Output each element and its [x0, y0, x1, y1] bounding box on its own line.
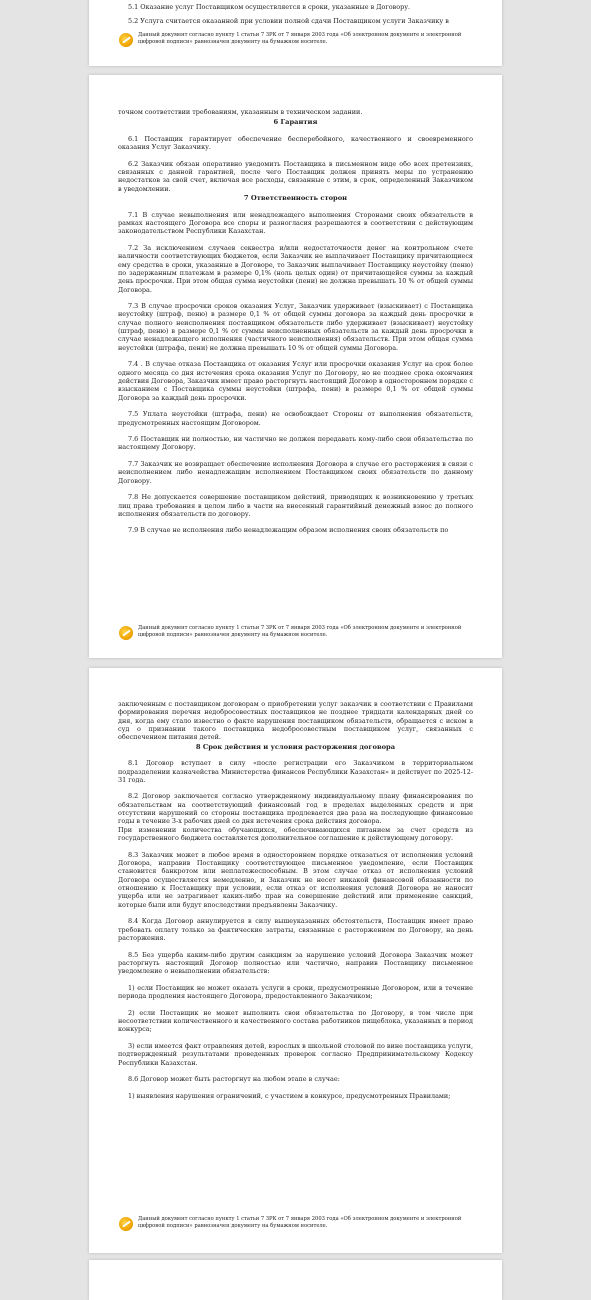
document-page-3	[89, 668, 502, 1253]
section-8-heading: 8 Срок действия и условия расторжения договора	[195, 742, 396, 751]
clause-8-2: 8.2 Договор заключается согласно утвержденному индивидуальному плану финансирования по обязательствам на соответствующий финансовый год в пределах выделенных средств и при отсутствии нарушений со стороны поставщика продлевается два раза на последующие финансовые годы в течение 3-х рабочих дней со дня истечения срока действия договора.	[118, 792, 473, 826]
continued-text: точном соответствии требованиям, указанным в техническом задании.	[118, 108, 363, 116]
clause-8-2-note: При изменении количества обучающихся, обеспечивающихся питанием за счет средств из государственного бюджета составляется дополнительное соглашение к действующему договору.	[118, 825, 473, 843]
clause-7-2: 7.2 За исключением случаев секвестра и/или недостаточности денег на контрольном счете наличности соответствующих бюджетов, если Заказчик не выплачивает Поставщику причитающиеся ему средства в сроки, указанные в Договоре, то Заказчик выплачивает Поставщику неустойку (пеню) по задержанным платежам в размере 0,1% (ноль целых один) от причитающейся суммы за каждый день просрочки. При этом общая сумма неустойки (пени) не должна превышать 10 % от общей суммы Договора.	[118, 243, 473, 294]
page-1-content	[118, 3, 473, 26]
clause-8-6: 8.6 Договор может быть расторгнут на любом этапе в случае:	[128, 1075, 340, 1084]
clause-7-9: 7.9 В случае не исполнения либо ненадлежащим образом исполнения своих обязательств по	[128, 526, 449, 535]
page-2-footer	[119, 625, 472, 640]
continued-text: заключенным с поставщиком договорам о приобретении услуг заказчик в соответствии с Правилами формирования перечня недобросовестных поставщиков не позднее тридцати календарных дней со дня, когда ему стало известно о факте нарушения поставщиком обязательств, обращается с иском в суд о признании такого поставщика недобросовестным поставщиком услуг, связанных с обеспечением питания детей.	[118, 700, 473, 742]
page-2-content	[118, 108, 473, 535]
clause-5-2: 5.2 Услуга считается оказанной при условии полной сдачи Поставщиком услуги Заказчику в	[128, 17, 449, 26]
section-7-heading: 7 Ответственность сторон	[243, 194, 348, 203]
clause-7-1: 7.1 В случае невыполнения или ненадлежащего выполнения Сторонами своих обязательств в рамках настоящего Договора все споры и разногласия разрешаются в соответствии с действующим законодательством Республики Казахстан.	[118, 210, 473, 236]
clause-6-1: 6.1 Поставщик гарантирует обеспечение бесперебойного, качественного и своевременного оказания Услуг Заказчику.	[118, 134, 473, 152]
clause-8-4: 8.4 Когда Договор аннулируется в силу вышеуказанных обстоятельств, Поставщик имеет право требовать оплату только за фактические затраты, связанные с расторжением по Договору, на день расторжения.	[118, 917, 473, 942]
footer-notice: Данный документ согласно пункту 1 статьи 7 ЗРК от 7 января 2003 года «Об электронном документе и электронной цифровой подписи» равнозначен документу на бумажном носителе.	[138, 1216, 462, 1229]
clause-7-6: 7.6 Поставщик ни полностью, ни частично не должен передавать кому-либо свои обязательства по настоящему Договору.	[118, 435, 473, 452]
clause-8-5-item-3: 3) если имеется факт отравления детей, взрослых в школьной столовой по вине поставщика услуги, подтвержденный результатами проведенных проверок согласно Предпринимательскому Кодексу Республики Казахстан.	[118, 1041, 473, 1067]
clause-8-3: 8.3 Заказчик может в любое время в одностороннем порядке отказаться от исполнения условий Договора, направив Поставщику соответствующее письменное уведомление, если Поставщик становится банкротом или неплатежеспособным. В этом случае отказ от исполнения условий Договора осуществляется немедленно, и Заказчик не несет никакой финансовой обязанности по отношению к Поставщику при условии, если отказ от исполнения условий Договора не наносит ущерба или не затрагивает каких-либо прав на совершение действий или применение санкций, которые были или будут впоследствии предъявлены Заказчику.	[118, 850, 473, 909]
page-3-footer	[119, 1216, 472, 1231]
clause-6-2: 6.2 Заказчик обязан оперативно уведомить Поставщика в письменном виде обо всех претензиях, связанных с данной гарантией, после чего Поставщик должен принять меры по устранению недостатков за свой счет, включая все расходы, связанные с этим, в срок, определенный Заказчиком в уведомлении.	[118, 159, 473, 193]
clause-7-7: 7.7 Заказчик не возвращает обеспечение исполнения Договора в случае его расторжения в связи с неисполнением либо ненадлежащим исполнением Поставщиком своих обязательств по данному Договору.	[118, 459, 473, 485]
section-6-heading: 6 Гарантия	[273, 118, 318, 127]
footer-notice: Данный документ согласно пункту 1 статьи 7 ЗРК от 7 января 2003 года «Об электронном документе и электронной цифровой подписи» равнозначен документу на бумажном носителе.	[138, 32, 462, 45]
clause-8-5-item-1: 1) если Поставщик не может оказать услуги в сроки, предусмотренные Договором, или в течение периода продления настоящего Договора, предоставленного Заказчиком;	[118, 983, 473, 1001]
clause-8-1: 8.1 Договор вступает в силу «после регистрации его Заказчиком в территориальном подразделении казначейства Министерства финансов Республики Казахстан» и действует по 2025-12-31 года.	[118, 759, 473, 784]
clause-7-5: 7.5 Уплата неустойки (штрафа, пени) не освобождает Стороны от выполнения обязательств, предусмотренных настоящим Договором.	[118, 410, 473, 427]
clause-8-5-item-2: 2) если Поставщик не может выполнить свои обязательства по Договору, в том числе при несоответствии количественного и качественного состава работников пищеблока, указанных в период конкурса;	[118, 1008, 473, 1034]
clause-8-6-item-1: 1) выявления нарушения ограничений, с участием в конкурсе, предусмотренных Правилами;	[128, 1091, 451, 1100]
document-page-1	[89, 0, 502, 66]
clause-7-8: 7.8 Не допускается совершение поставщиком действий, приводящих к возникновению у третьих лиц права требования в целом либо в части на внесенный гарантийный денежный взнос до полного исполнения обязательств по договору.	[118, 493, 473, 518]
footer-notice: Данный документ согласно пункту 1 статьи 7 ЗРК от 7 января 2003 года «Об электронном документе и электронной цифровой подписи» равнозначен документу на бумажном носителе.	[138, 625, 462, 638]
document-page-2	[89, 75, 502, 658]
page-3-content	[118, 700, 473, 1100]
page-1-footer	[119, 32, 472, 47]
egov-seal-icon	[119, 1217, 133, 1231]
clause-8-5: 8.5 Без ущерба каким-либо другим санкциям за нарушение условий Договора Заказчик может расторгнуть настоящий Договор полностью или частично, направив Поставщику письменное уведомление о невыполнении обязательств:	[118, 950, 473, 976]
document-page-4	[89, 1260, 502, 1300]
clause-7-3: 7.3 В случае просрочки сроков оказания Услуг, Заказчик удерживает (взыскивает) с Поставщика неустойку (штраф, пеню) в размере 0,1 % от общей суммы договора за каждый день просрочки в случае полного неисполнения поставщиком обязательств либо удерживает (взыскивает) неустойку (штраф, пеню) в размере 0,1 % от суммы неисполненных обязательств за каждый день просрочки в случае ненадлежащего исполнения (частичного неисполнения) обязательств. При этом общая сумма неустойки (штрафа, пени) не должна превышать 10 % от общей суммы Договора.	[118, 302, 473, 352]
egov-seal-icon	[119, 33, 133, 47]
clause-5-1: 5.1 Оказание услуг Поставщиком осуществляется в сроки, указанные в Договору.	[128, 3, 411, 11]
clause-7-4: 7.4 . В случае отказа Поставщика от оказания Услуг или просрочки оказания Услуг на срок более одного месяца со дня истечения срока оказания Услуг по Договору, но не позднее срока окончания действия Договора, Заказчик имеет право расторгнуть настоящий Договор в одностороннем порядке с взысканием с Поставщика суммы неустойки (штрафа, пени) в размере 0,1 % от общей суммы Договора за каждый день просрочки.	[118, 360, 473, 402]
egov-seal-icon	[119, 626, 133, 640]
